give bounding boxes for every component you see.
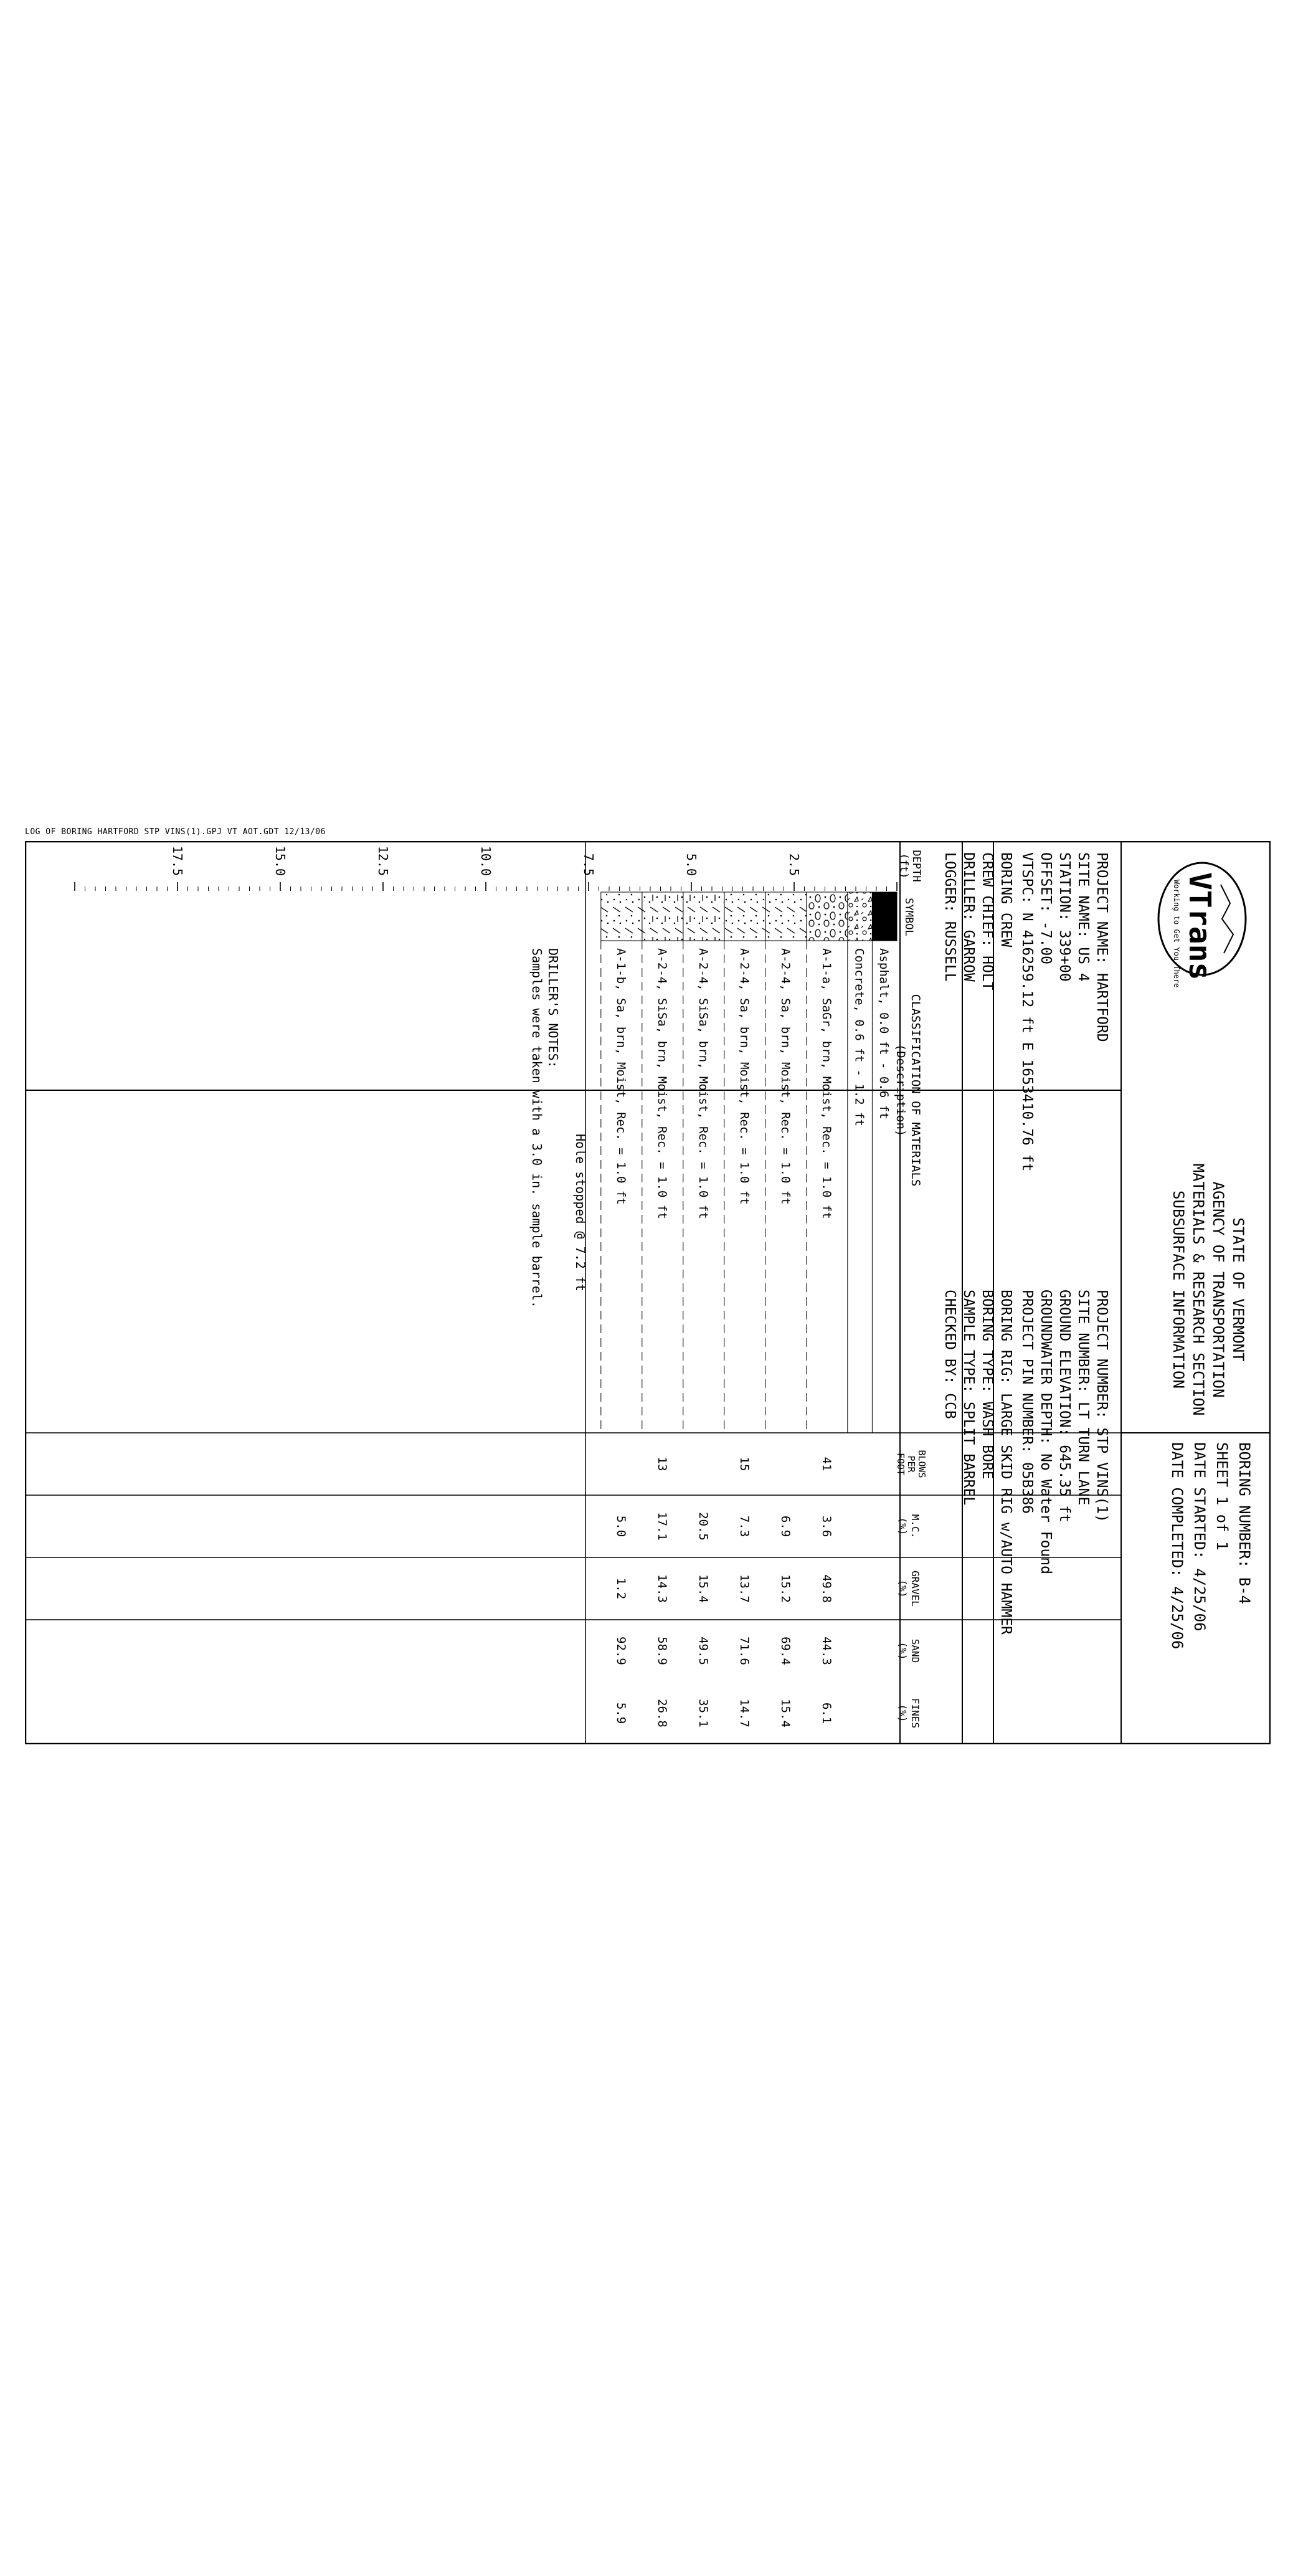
sample-gravel-value: 13.7	[737, 1574, 751, 1603]
sample-mc-value: 3.6	[819, 1515, 833, 1538]
project-name: PROJECT NAME: HARTFORD	[1094, 852, 1110, 1042]
ground-elevation: GROUND ELEVATION: 645.35 ft	[1056, 1290, 1073, 1523]
depth-tick-label: 2.5	[787, 853, 802, 876]
sample-sand-value: 71.6	[737, 1637, 751, 1665]
sample-symbol	[683, 892, 724, 941]
sample-mc-value: 6.9	[778, 1515, 792, 1538]
offset: OFFSET: -7.00	[1038, 852, 1054, 965]
sample-sand-value: 58.9	[655, 1637, 669, 1665]
boring-rig: BORING RIG: LARGE SKID RIG w/AUTO HAMMER	[998, 1290, 1014, 1635]
boring-type: BORING TYPE: WASH BORE	[979, 1290, 995, 1480]
boring-number: BORING NUMBER: B-4	[1236, 1442, 1253, 1605]
sample-type: SAMPLE TYPE: SPLIT BARREL	[960, 1290, 977, 1506]
sample-gravel-value: 1.2	[613, 1577, 628, 1600]
sample-description: A-2-4, Sa, brn, Moist, Rec. = 1.0 ft	[778, 948, 792, 1205]
layer-symbol-asphalt	[872, 892, 897, 941]
sample-mc-value: 20.5	[696, 1512, 710, 1541]
project-pin: PROJECT PIN NUMBER: 05B386	[1019, 1290, 1035, 1514]
sample-mc-value: 7.3	[737, 1515, 751, 1538]
depth-header: DEPTH	[910, 850, 922, 882]
sample-fines-value: 15.4	[778, 1699, 792, 1728]
sample-description: A-2-4, SiSa, brn, Moist, Rec. = 1.0 ft	[655, 948, 669, 1219]
groundwater-depth: GROUNDWATER DEPTH: No Water Found	[1038, 1290, 1054, 1574]
sample-blows-value: 13	[655, 1457, 669, 1471]
sample-fines-value: 14.7	[737, 1699, 751, 1728]
footer-caption: LOG OF BORING HARTFORD STP VINS(1).GPJ VT AOT.GDT 12/13/06	[25, 827, 326, 837]
classification-subheader: (Description)	[894, 1043, 907, 1137]
depth-tick-label: 17.5	[170, 845, 185, 876]
drillers-notes-text: Samples were taken with a 3.0 in. sample barrel.	[529, 948, 544, 1308]
site-name: SITE NAME: US 4	[1075, 852, 1091, 982]
blows-header-3: FOOT	[895, 1452, 906, 1476]
gravel-header-1: GRAVEL	[909, 1571, 921, 1607]
sample-symbol	[642, 892, 683, 941]
vtspc-coordinates: VTSPC: N 416259.12 ft E 1653410.76 ft	[1019, 852, 1035, 1172]
logger: LOGGER: RUSSELL	[942, 852, 958, 982]
classification-header: CLASSIFICATION OF MATERIALS	[909, 994, 922, 1187]
symbol-header: SYMBOL	[902, 898, 915, 936]
depth-tick-label: 7.5	[581, 853, 596, 876]
hole-stopped-note: Hole stopped @ 7.2 ft	[572, 1134, 588, 1291]
depth-tick-label: 12.5	[376, 845, 391, 876]
sample-fines-value: 6.1	[819, 1702, 833, 1724]
sample-gravel-value: 14.3	[655, 1574, 669, 1603]
sample-gravel-value: 15.4	[696, 1574, 710, 1603]
sand-header-1: SAND	[909, 1638, 921, 1663]
sample-fines-value: 5.9	[613, 1702, 628, 1724]
sample-symbol	[601, 892, 642, 941]
sample-fines-value: 26.8	[655, 1699, 669, 1728]
depth-tick-label: 15.0	[273, 845, 288, 876]
drillers-notes-title: DRILLER'S NOTES:	[545, 948, 561, 1068]
symbol-column	[601, 892, 897, 941]
sample-symbol	[724, 892, 765, 941]
layer-description: Concrete, 0.6 ft - 1.2 ft	[852, 948, 866, 1126]
sample-symbol	[765, 892, 807, 941]
sample-gravel-value: 49.8	[819, 1574, 833, 1603]
sample-blows-value: 41	[819, 1457, 833, 1471]
date-completed: DATE COMPLETED: 4/25/06	[1168, 1442, 1186, 1650]
boring-log-svg	[25, 841, 1271, 1744]
sheet-number: SHEET 1 of 1	[1213, 1442, 1231, 1551]
sample-fines-value: 35.1	[696, 1699, 710, 1728]
site-number: SITE NUMBER: LT TURN LANE	[1075, 1290, 1091, 1506]
blows-header-2: PER	[906, 1455, 917, 1473]
sample-description: A-1-a, SaGr, brn, Moist, Rec. = 1.0 ft	[819, 948, 833, 1219]
fines-header-2: (%)	[897, 1704, 909, 1723]
sand-header-2: (%)	[897, 1642, 909, 1660]
sample-symbol	[807, 892, 848, 941]
mc-header-2: (%)	[897, 1517, 909, 1536]
sample-mc-value: 17.1	[655, 1512, 669, 1541]
agency-line-1: STATE OF VERMONT	[1229, 1217, 1247, 1362]
project-number: PROJECT NUMBER: STP VINS(1)	[1094, 1290, 1110, 1523]
sample-mc-value: 5.0	[613, 1515, 628, 1538]
depth-tick-label: 10.0	[478, 845, 493, 876]
boring-crew-heading: BORING CREW	[998, 852, 1014, 948]
station: STATION: 339+00	[1056, 852, 1073, 982]
agency-line-3: MATERIALS & RESEARCH SECTION	[1190, 1163, 1207, 1416]
fines-header-1: FINES	[909, 1698, 921, 1729]
sample-description: A-1-b, Sa, brn, Moist, Rec. = 1.0 ft	[613, 948, 628, 1205]
gravel-header-2: (%)	[897, 1579, 909, 1598]
agency-line-2: AGENCY OF TRANSPORTATION	[1210, 1181, 1227, 1398]
crew-chief: CREW CHIEF: HOLT	[979, 852, 995, 991]
boring-log-sheet	[25, 841, 1271, 1744]
logo-tagline: Working to Get You There	[1172, 880, 1181, 988]
depth-tick-label: 5.0	[684, 853, 699, 876]
sample-description: A-2-4, Sa, brn, Moist, Rec. = 1.0 ft	[737, 948, 751, 1205]
sample-description: A-2-4, SiSa, brn, Moist, Rec. = 1.0 ft	[696, 948, 710, 1219]
blows-header-1: BLOWS	[916, 1450, 927, 1478]
checked-by: CHECKED BY: CCB	[942, 1290, 958, 1419]
mc-header-1: M.C.	[909, 1514, 921, 1539]
sample-sand-value: 92.9	[613, 1637, 628, 1665]
logo-text: VTrans	[1182, 872, 1217, 981]
sample-sand-value: 69.4	[778, 1637, 792, 1665]
depth-unit-header: (ft)	[898, 853, 910, 879]
sample-blows-value: 15	[737, 1457, 751, 1471]
driller: DRILLER: GARROW	[960, 852, 977, 982]
layer-symbol-concrete	[848, 892, 873, 941]
layer-description: Asphalt, 0.0 ft - 0.6 ft	[877, 948, 891, 1119]
sample-gravel-value: 15.2	[778, 1574, 792, 1603]
date-started: DATE STARTED: 4/25/06	[1191, 1442, 1208, 1632]
sample-sand-value: 49.5	[696, 1637, 710, 1665]
sample-sand-value: 44.3	[819, 1637, 833, 1665]
agency-line-4: SUBSURFACE INFORMATION	[1170, 1191, 1187, 1389]
